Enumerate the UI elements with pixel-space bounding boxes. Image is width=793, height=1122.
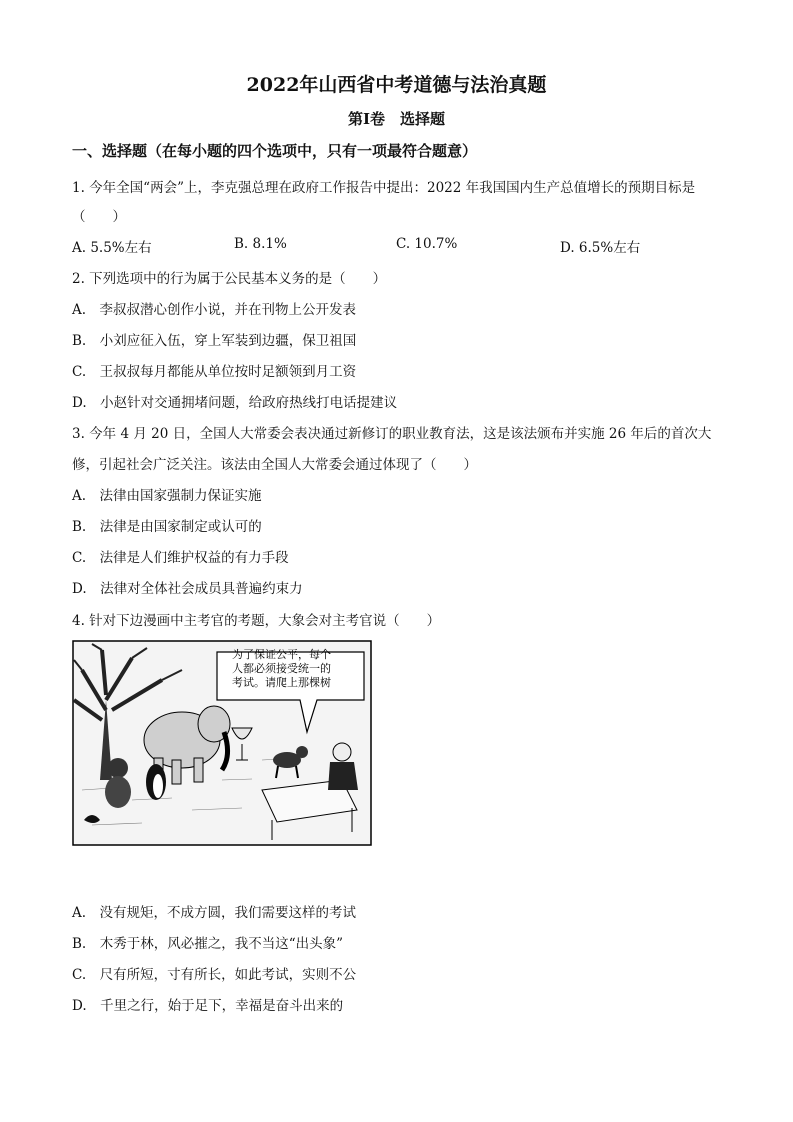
- q4-stem: 4. 针对下边漫画中主考官的考题，大象会对主考官说（ ）: [72, 613, 441, 629]
- q3-option-a: A. 法律由国家强制力保证实施: [72, 488, 262, 504]
- q1-option-d: D. 6.5%左右: [560, 240, 641, 256]
- q1-option-a: A. 5.5%左右: [72, 240, 152, 256]
- bubble-line-1: 为了保证公平，每个: [232, 648, 331, 661]
- section-heading: 一、选择题（在每小题的四个选项中，只有一项最符合题意）: [72, 142, 478, 160]
- q2-option-d: D. 小赵针对交通拥堵问题，给政府热线打电话提建议: [72, 395, 398, 411]
- q3-stem-line1: 3. 今年 4 月 20 日，全国人大常委会表决通过新修订的职业教育法，这是该法颁布并实施 26 年后的首次大: [72, 426, 712, 442]
- q1-stem-line1: 1. 今年全国“两会”上，李克强总理在政府工作报告中提出：2022 年我国国内生产总值增长的预期目标是: [72, 180, 696, 196]
- q3-option-d: D. 法律对全体社会成员具普遍约束力: [72, 581, 303, 597]
- q2-stem: 2. 下列选项中的行为属于公民基本义务的是（ ）: [72, 271, 387, 287]
- q2-option-a: A. 李叔叔潜心创作小说，并在刊物上公开发表: [72, 302, 357, 318]
- penguin-drawing: [146, 764, 166, 800]
- q2-option-b: B. 小刘应征入伍，穿上军装到边疆，保卫祖国: [72, 333, 357, 349]
- q3-option-c: C. 法律是人们维护权益的有力手段: [72, 550, 289, 566]
- q3-option-b: B. 法律是由国家制定或认可的: [72, 519, 262, 535]
- q1-option-b: B. 8.1%: [234, 236, 287, 252]
- page-title: 2022年山西省中考道德与法治真题: [246, 74, 547, 96]
- q4-option-d: D. 千里之行，始于足下，幸福是奋斗出来的: [72, 998, 344, 1014]
- q4-option-a: A. 没有规矩，不成方圆，我们需要这样的考试: [72, 905, 357, 921]
- q1-stem-line2: （ ）: [72, 209, 126, 225]
- bubble-line-3: 考试。请爬上那棵树: [232, 676, 331, 689]
- q1-option-c: C. 10.7%: [396, 236, 458, 252]
- speech-bubble-text: [232, 648, 382, 690]
- q4-option-b: B. 木秀于林，风必摧之，我不当这“出头象”: [72, 936, 344, 952]
- q3-stem-line2: 修，引起社会广泛关注。该法由全国人大常委会通过体现了（ ）: [72, 457, 477, 473]
- monkey-drawing: [105, 758, 131, 808]
- q4-option-c: C. 尺有所短，寸有所长，如此考试，实则不公: [72, 967, 357, 983]
- part-subtitle: 第Ⅰ卷 选择题: [347, 110, 446, 128]
- bubble-line-2: 人都必须接受统一的: [232, 662, 331, 675]
- q2-option-c: C. 王叔叔每月都能从单位按时足额领到月工资: [72, 364, 357, 380]
